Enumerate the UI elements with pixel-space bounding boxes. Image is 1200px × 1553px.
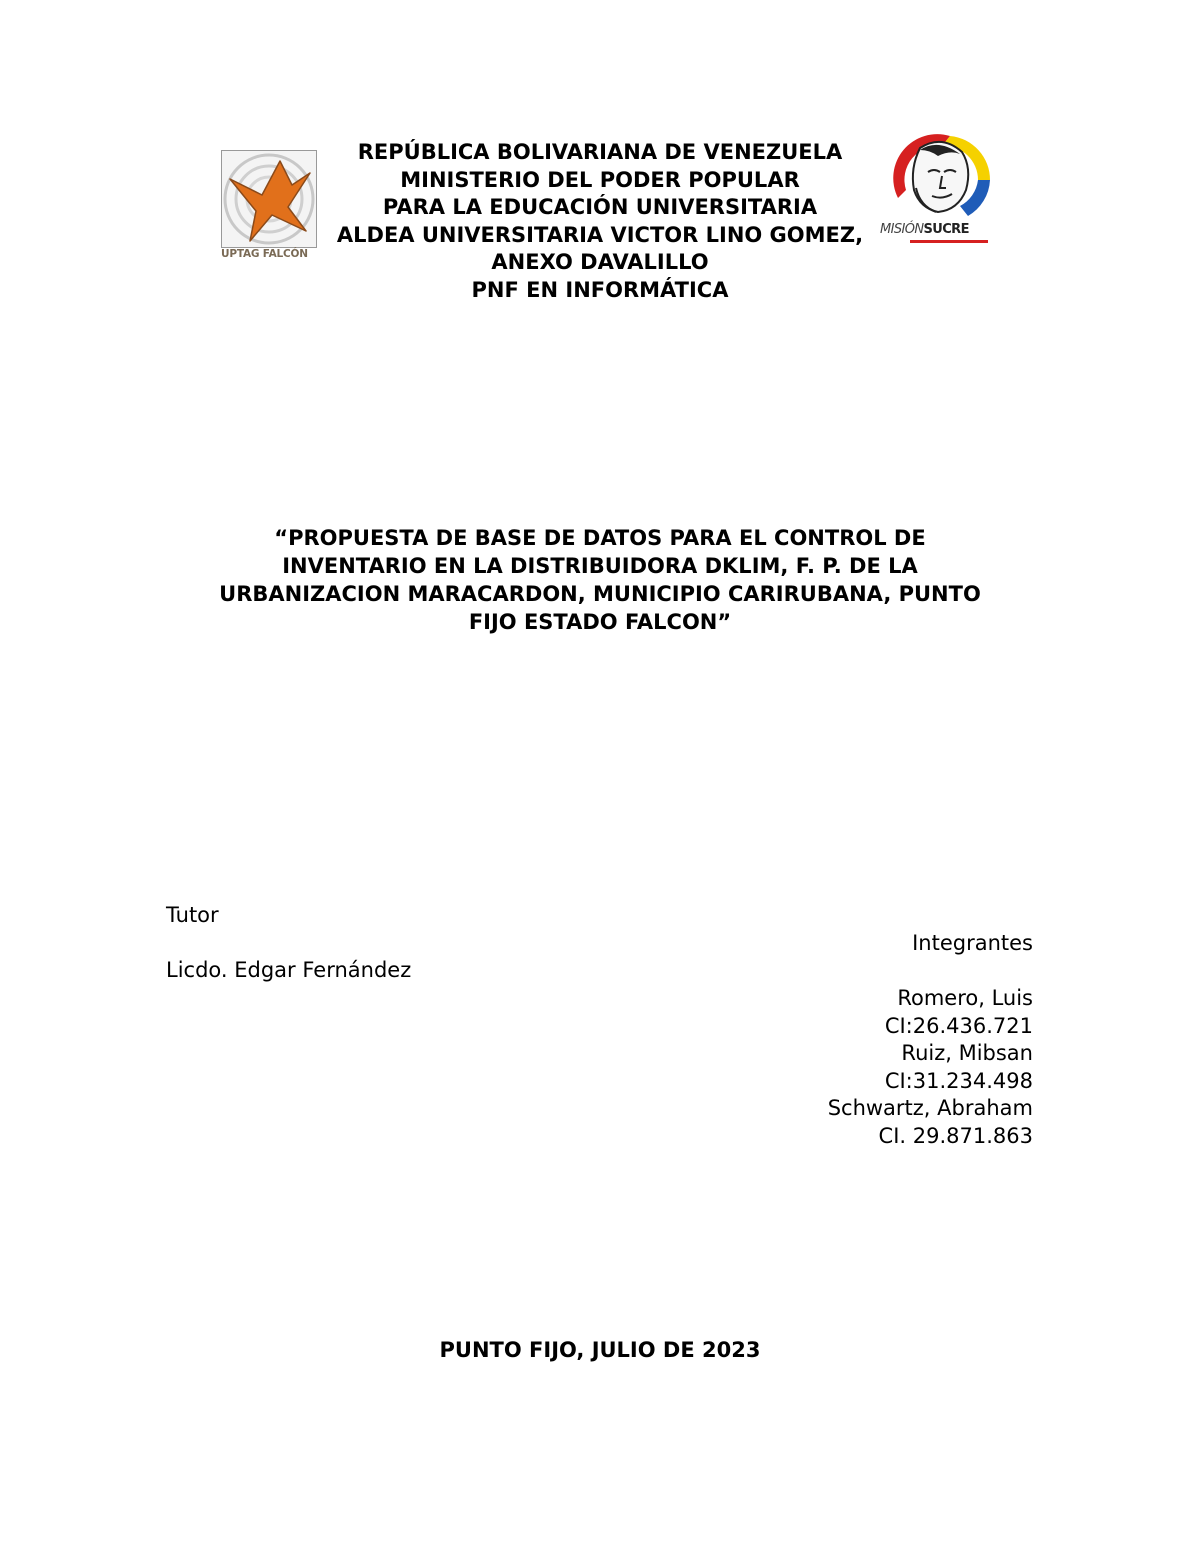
header-line-education: PARA LA EDUCACIÓN UNIVERSITARIA (382, 195, 818, 219)
member-name: Ruiz, Mibsan (901, 1041, 1033, 1065)
mision-caption-main: MISIÓN (880, 222, 924, 237)
sucre-caption-sub: SUCRE (923, 222, 969, 237)
title-line-2: INVENTARIO EN LA DISTRIBUIDORA DKLIM, F. P. DE LA (282, 554, 918, 578)
uptag-caption-main: UPTAG (221, 248, 260, 260)
uptag-caption-sub: FALCÓN (262, 248, 308, 260)
institution-header (300, 139, 900, 304)
header-line-ministry: MINISTERIO DEL PODER POPULAR (400, 167, 800, 192)
tutor-label: Tutor (166, 903, 219, 927)
member-id: CI. 29.871.863 (878, 1123, 1033, 1148)
member-id: CI:31.234.498 (884, 1068, 1033, 1093)
title-line-4: FIJO ESTADO FALCON” (468, 610, 732, 634)
header-line-republic: REPÚBLICA BOLIVARIANA DE VENEZUELA (357, 140, 843, 164)
header-line-aldea: ALDEA UNIVERSITARIA VICTOR LINO GOMEZ, (336, 222, 864, 247)
member-name: Schwartz, Abraham (827, 1096, 1033, 1120)
header-line-anexo: ANEXO DAVALILLO (491, 250, 709, 274)
members-heading: Integrantes (912, 931, 1033, 955)
header-line-pnf: PNF EN INFORMÁTICA (471, 277, 729, 302)
title-line-1: “PROPUESTA DE BASE DE DATOS PARA EL CONTROL DE (274, 526, 926, 550)
mision-sucre-underline (910, 240, 988, 243)
member-name: Romero, Luis (897, 986, 1033, 1010)
project-title (150, 524, 1050, 636)
tutor-name: Licdo. Edgar Fernández (166, 958, 412, 982)
place-and-date: PUNTO FIJO, JULIO DE 2023 (439, 1338, 761, 1362)
members-block (633, 930, 1033, 1150)
title-line-3: URBANIZACION MARACARDON, MUNICIPIO CARIRUBANA, PUNTO (219, 582, 981, 606)
member-id: CI:26.436.721 (884, 1013, 1033, 1038)
